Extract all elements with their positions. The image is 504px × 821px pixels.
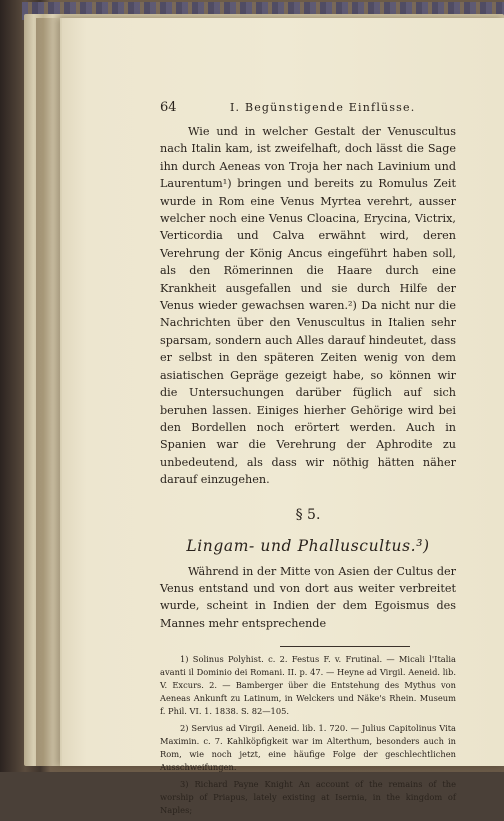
spine-shadow (36, 18, 62, 766)
page-number: 64 (160, 100, 177, 115)
footnote: 2) Servius ad Virgil. Aeneid. lib. 1. 720. — Julius Capitolinus Vita Maximin. c. 7. Kahlköpfigkeit war im Alterthum, besonders auch in Rom, wie noch jetzt, eine häufige Folge der geschlechtlichen Ausschweifungen. (160, 723, 456, 773)
section-number: § 5. (295, 506, 321, 523)
section-title: Lingam- und Phalluscultus.³) (186, 536, 430, 555)
footnote: 1) Solinus Polyhist. c. 2. Festus F. v. Frutinal. — Micali l'Italia avanti il Dominio dei Romani. II. p. 47. — Heyne ad Virgil. Aeneid. lib. V. Excurs. 2. — Bamberger über die Entstehung des Mythus von Aeneas Ankunft zu Latinum, in Welckers und Näke's Rhein. Museum f. Phil. VI. 1. 1838. S. 82—105. (160, 654, 456, 717)
paragraph: Während in der Mitte von Asien der Cultus der Venus entstand und von dort aus weiter verbreitet wurde, scheint in Indien der dem Egoismus des Mannes mehr entsprechende (160, 564, 456, 630)
page-header (160, 100, 456, 115)
footnote: 3) Richard Payne Knight An account of the remains of the worship of Priapus, lately existing at Isernia, in the kingdom of Naples; (160, 779, 456, 816)
footnote-divider (280, 646, 410, 647)
page-content (160, 100, 456, 821)
running-head: I. Begünstigende Einflüsse. (230, 101, 416, 114)
paragraph: Wie und in welcher Gestalt der Venuscultus nach Italin kam, ist zweifelhaft, doch lässt die Sage ihn durch Aeneas von Troja her nach Lavinium und Laurentum¹) bringen und bereits zu Romulus Zeit wurde in Rom eine Venus Myrtea verehrt, ausser welcher noch eine Venus Cloacina, Erycina, Victrix, Verticordia und Calva erwähnt wird, deren Verehrung der König Ancus eingeführt haben soll, als den Römerinnen die Haare durch eine Krankheit ausgefallen und sie durch Hilfe der Venus wieder gewachsen waren.²) Da nicht nur die Nachrichten über den Venuscultus in Italien sehr sparsam, sondern auch Alles darauf hindeutet, dass er selbst in den späteren Zeiten wenig von dem asiatischen Gepräge gezeigt habe, so können wir die Untersuchungen darüber füglich auf sich beruhen lassen. Einiges hierher Gehörige wird bei den Bordellen noch erörtert werden. Auch in Spanien war die Verehrung der Aphrodite zu unbedeutend, als dass wir nöthig hätten näher darauf einzugehen. (160, 125, 456, 487)
